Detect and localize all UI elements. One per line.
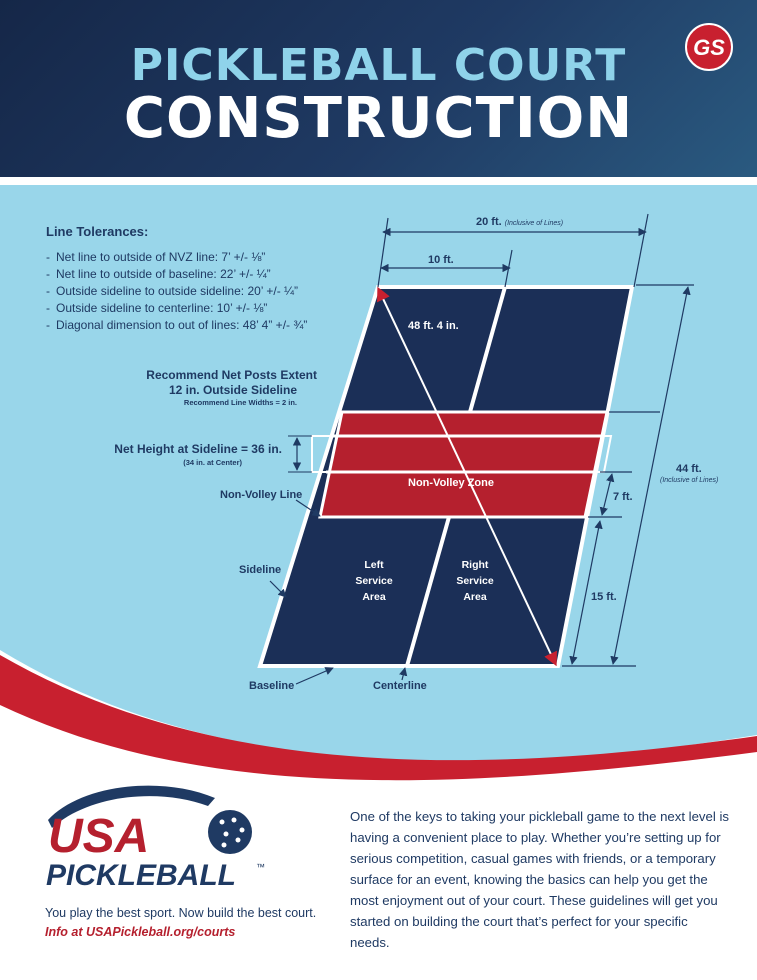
tolerance-text: Net line to outside of NVZ line: 7’ +/- ⅛” (56, 250, 266, 264)
usa-pickleball-logo (40, 780, 290, 895)
net-height-note: (34 in. at Center) (183, 458, 242, 467)
tolerance-item: - Diagonal dimension to out of lines: 48’ 4” +/- ¾” (46, 318, 308, 332)
tolerance-item: - Outside sideline to centerline: 10’ +/- ⅛” (46, 301, 268, 315)
right-service-word-1: Right (461, 559, 489, 571)
right-service-word-2: Service (456, 575, 494, 587)
nvz-depth-label: 7 ft. (613, 491, 633, 503)
tolerance-item: - Outside sideline to outside sideline: 20’ +/- ¼” (46, 284, 299, 298)
title-line-1: PICKLEBALL COURT (130, 40, 627, 91)
tolerance-text: Diagonal dimension to out of lines: 48’ 4” +/- ¾” (56, 318, 308, 332)
sideline-label: Sideline (239, 564, 282, 576)
gs-brand-logo (684, 22, 734, 72)
tolerance-item: - Net line to outside of NVZ line: 7’ +/- ⅛” (46, 250, 266, 264)
left-service-area-label (354, 557, 394, 605)
tolerances-list (46, 249, 307, 334)
half-width-label: 10 ft. (428, 254, 454, 266)
left-service-word-1: Left (364, 559, 384, 571)
width-note: (Inclusive of Lines) (504, 220, 564, 227)
non-volley-zone-area (320, 412, 607, 517)
logo-usa-text: USA (48, 810, 150, 863)
description-paragraph: One of the keys to taking your pickleball game to the next level is having a convenient place to play. Whether you’re setting up for serious competition, casual games with friends, or a temporary surface for an event, knowing the basics can help you get the most enjoyment out of your court. These guidelines will get you started on building the court that’s perfect for your specific needs. (350, 809, 729, 950)
diagonal-label: 48 ft. 4 in. (408, 320, 459, 332)
tagline: You play the best sport. Now build the best court. (45, 906, 317, 920)
tolerance-text: Net line to outside of baseline: 22’ +/- ¼” (56, 267, 271, 281)
tolerances-title: Line Tolerances: (46, 224, 149, 239)
length-note: (Inclusive of Lines) (660, 477, 719, 484)
centerline-label: Centerline (373, 680, 427, 692)
header-divider (0, 177, 757, 185)
title-line-2: CONSTRUCTION (123, 86, 634, 151)
left-service-word-3: Area (362, 591, 386, 603)
tolerance-text: Outside sideline to outside sideline: 20’ +/- ¼” (56, 284, 299, 298)
net-posts-line-2: 12 in. Outside Sideline (168, 383, 297, 397)
service-depth-label: 15 ft. (591, 591, 617, 603)
non-volley-line-label: Non-Volley Line (220, 489, 303, 501)
tolerance-text: Outside sideline to centerline: 10’ +/- ⅛” (56, 301, 268, 315)
pickleball-ball-icon (208, 810, 252, 854)
right-service-area-label (455, 557, 495, 605)
length-label: 44 ft. (676, 463, 702, 475)
width-value: 20 ft. (476, 216, 502, 228)
right-service-word-3: Area (463, 591, 487, 603)
left-service-word-2: Service (355, 575, 393, 587)
gs-logo-text: GS (693, 35, 725, 60)
info-link[interactable]: Info at USAPickleball.org/courts (45, 925, 236, 939)
net-posts-line-1: Recommend Net Posts Extent (146, 368, 317, 382)
baseline-label: Baseline (249, 680, 295, 692)
header-banner (0, 0, 757, 177)
logo-trademark: ™ (256, 862, 265, 872)
nvz-label: Non-Volley Zone (408, 477, 494, 489)
line-widths-note: Recommend Line Widths = 2 in. (183, 398, 297, 407)
net-height-label: Net Height at Sideline = 36 in. (114, 442, 282, 456)
tolerance-item: - Net line to outside of baseline: 22’ +/- ¼” (46, 267, 271, 281)
logo-pickleball-text: PICKLEBALL (46, 859, 236, 892)
width-label (476, 216, 563, 228)
